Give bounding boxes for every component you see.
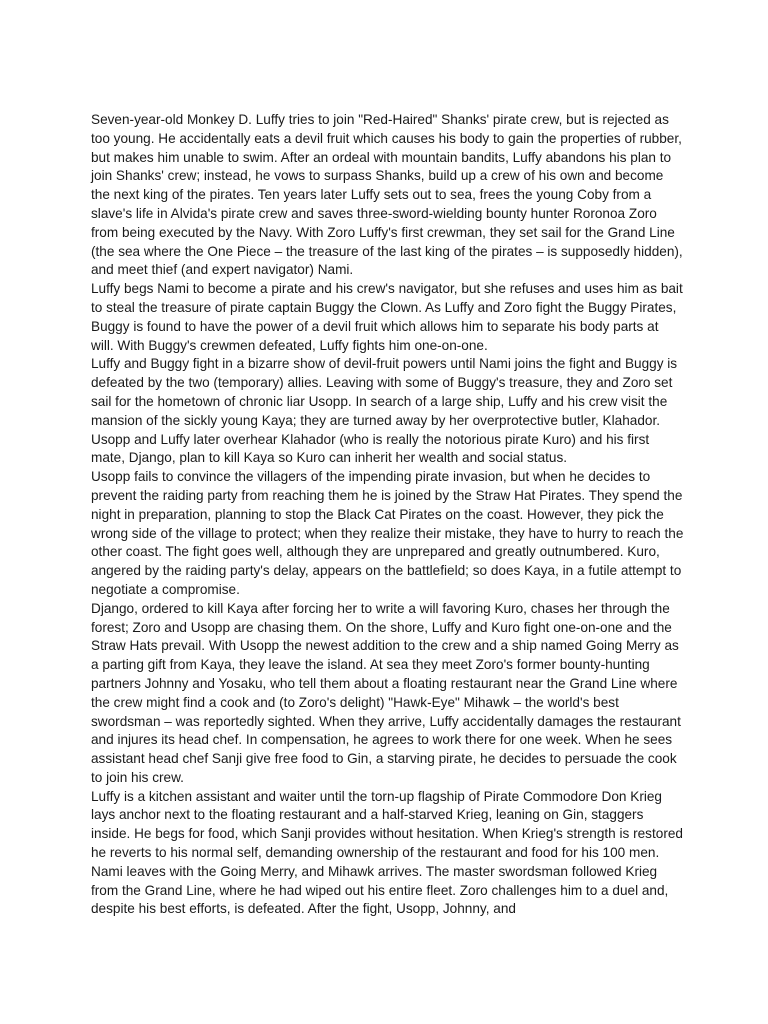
paragraph: Luffy begs Nami to become a pirate and his crew's navigator, but she refuses and uses him as bait to steal the treasure of pirate captain Buggy the Clown. As Luffy and Zoro fight the Buggy Pirates, Buggy is found to have the power of a devil fruit which allows him to separate his body parts at will. With Buggy's crewmen defeated, Luffy fights him one-on-one.: [91, 281, 683, 353]
paragraph: Seven-year-old Monkey D. Luffy tries to join "Red-Haired" Shanks' pirate crew, but is rejected as too young. He accidentally eats a devil fruit which causes his body to gain the properties of rubber, but makes him unable to swim. After an ordeal with mountain bandits, Luffy abandons his plan to join Shanks' crew; instead, he vows to surpass Shanks, build up a crew of his own and become the next king of the pirates. Ten years later Luffy sets out to sea, frees the young Coby from a slave's life in Alvida's pirate crew and saves three-sword-wielding bounty hunter Roronoa Zoro from being executed by the Navy. With Zoro Luffy's first crewman, they set sail for the Grand Line (the sea where the One Piece – the treasure of the last king of the pirates – is supposedly hidden), and meet thief (and expert navigator) Nami.: [91, 112, 683, 278]
paragraph: Luffy is a kitchen assistant and waiter until the torn-up flagship of Pirate Commodore Don Krieg lays anchor next to the floating restaurant and a half-starved Krieg, leaning on Gin, staggers inside. He begs for food, which Sanji provides without hesitation. When Krieg's strength is restored he reverts to his normal self, demanding ownership of the restaurant and food for his 100 men. Nami leaves with the Going Merry, and Mihawk arrives. The master swordsman followed Krieg from the Grand Line, where he had wiped out his entire fleet. Zoro challenges him to a duel and, despite his best efforts, is defeated. After the fight, Usopp, Johnny, and: [91, 788, 683, 917]
paragraph: Luffy and Buggy fight in a bizarre show of devil-fruit powers until Nami joins the fight and Buggy is defeated by the two (temporary) allies. Leaving with some of Buggy's treasure, they and Zoro set sail for the hometown of chronic liar Usopp. In search of a large ship, Luffy and his crew visit the mansion of the sickly young Kaya; they are turned away by her overprotective butler, Klahador. Usopp and Luffy later overhear Klahador (who is really the notorious pirate Kuro) and his first mate, Django, plan to kill Kaya so Kuro can inherit her wealth and social status.: [91, 356, 678, 466]
paragraph: Django, ordered to kill Kaya after forcing her to write a will favoring Kuro, chases her through the forest; Zoro and Usopp are chasing them. On the shore, Luffy and Kuro fight one-on-one and the Straw Hats prevail. With Usopp the newest addition to the crew and a ship named Going Merry as a parting gift from Kaya, they leave the island. At sea they meet Zoro's former bounty-hunting partners Johnny and Yosaku, who tell them about a floating restaurant near the Grand Line where the crew might find a cook and (to Zoro's delight) "Hawk-Eye" Mihawk – the world's best swordsman – was reportedly sighted. When they arrive, Luffy accidentally damages the restaurant and injures its head chef. In compensation, he agrees to work there for one week. When he sees assistant head chef Sanji give free food to Gin, a starving pirate, he decides to persuade the cook to join his crew.: [91, 600, 681, 785]
paragraph: Usopp fails to convince the villagers of the impending pirate invasion, but when he decides to prevent the raiding party from reaching them he is joined by the Straw Hat Pirates. They spend the night in preparation, planning to stop the Black Cat Pirates on the coast. However, they pick the wrong side of the village to protect; when they realize their mistake, they have to hurry to reach the other coast. The fight goes well, although they are unprepared and greatly outnumbered. Kuro, angered by the raiding party's delay, appears on the battlefield; so does Kaya, in a futile attempt to negotiate a compromise.: [91, 469, 684, 597]
document-body: [91, 111, 684, 919]
